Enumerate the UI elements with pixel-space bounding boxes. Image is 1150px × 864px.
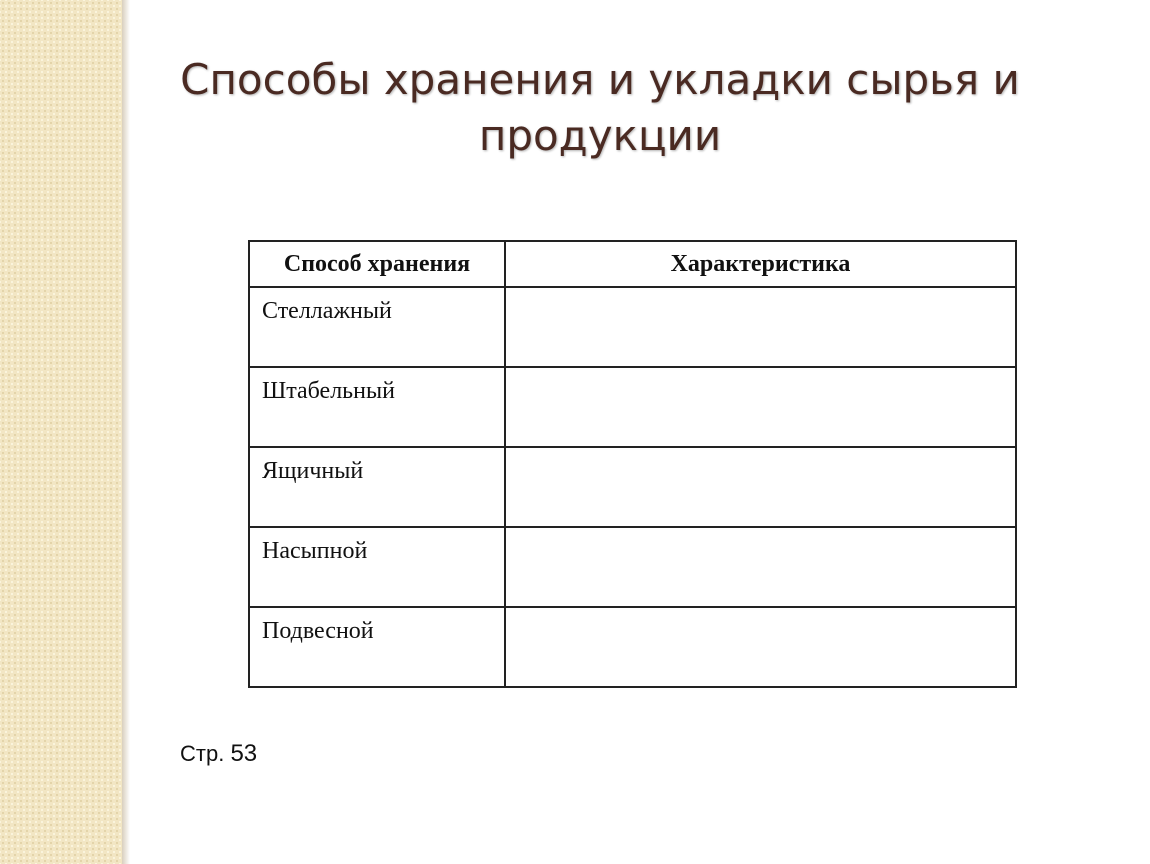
method-cell: Стеллажный — [249, 287, 505, 367]
method-cell: Насыпной — [249, 527, 505, 607]
decorative-side-strip — [0, 0, 122, 864]
side-strip-shadow — [122, 0, 130, 864]
slide-title-line-1: Способы хранения и укладки сырья и — [180, 55, 1020, 104]
storage-methods-table — [248, 240, 1017, 688]
characteristic-cell — [505, 447, 1016, 527]
characteristic-cell — [505, 287, 1016, 367]
page-reference-label: Стр. — [180, 741, 225, 766]
page-reference — [180, 740, 257, 768]
slide-title — [150, 52, 1050, 164]
method-cell: Подвесной — [249, 607, 505, 687]
table-row — [249, 447, 1016, 527]
table-row — [249, 367, 1016, 447]
page-reference-number: 53 — [230, 740, 258, 767]
table-header-row — [249, 241, 1016, 287]
characteristic-cell — [505, 527, 1016, 607]
header-storage-method: Способ хранения — [249, 241, 505, 287]
method-cell: Штабельный — [249, 367, 505, 447]
header-characteristic: Характеристика — [505, 241, 1016, 287]
method-cell: Ящичный — [249, 447, 505, 527]
table-row — [249, 527, 1016, 607]
characteristic-cell — [505, 607, 1016, 687]
slide-title-line-2: продукции — [478, 111, 722, 160]
table-row — [249, 287, 1016, 367]
table-row — [249, 607, 1016, 687]
characteristic-cell — [505, 367, 1016, 447]
